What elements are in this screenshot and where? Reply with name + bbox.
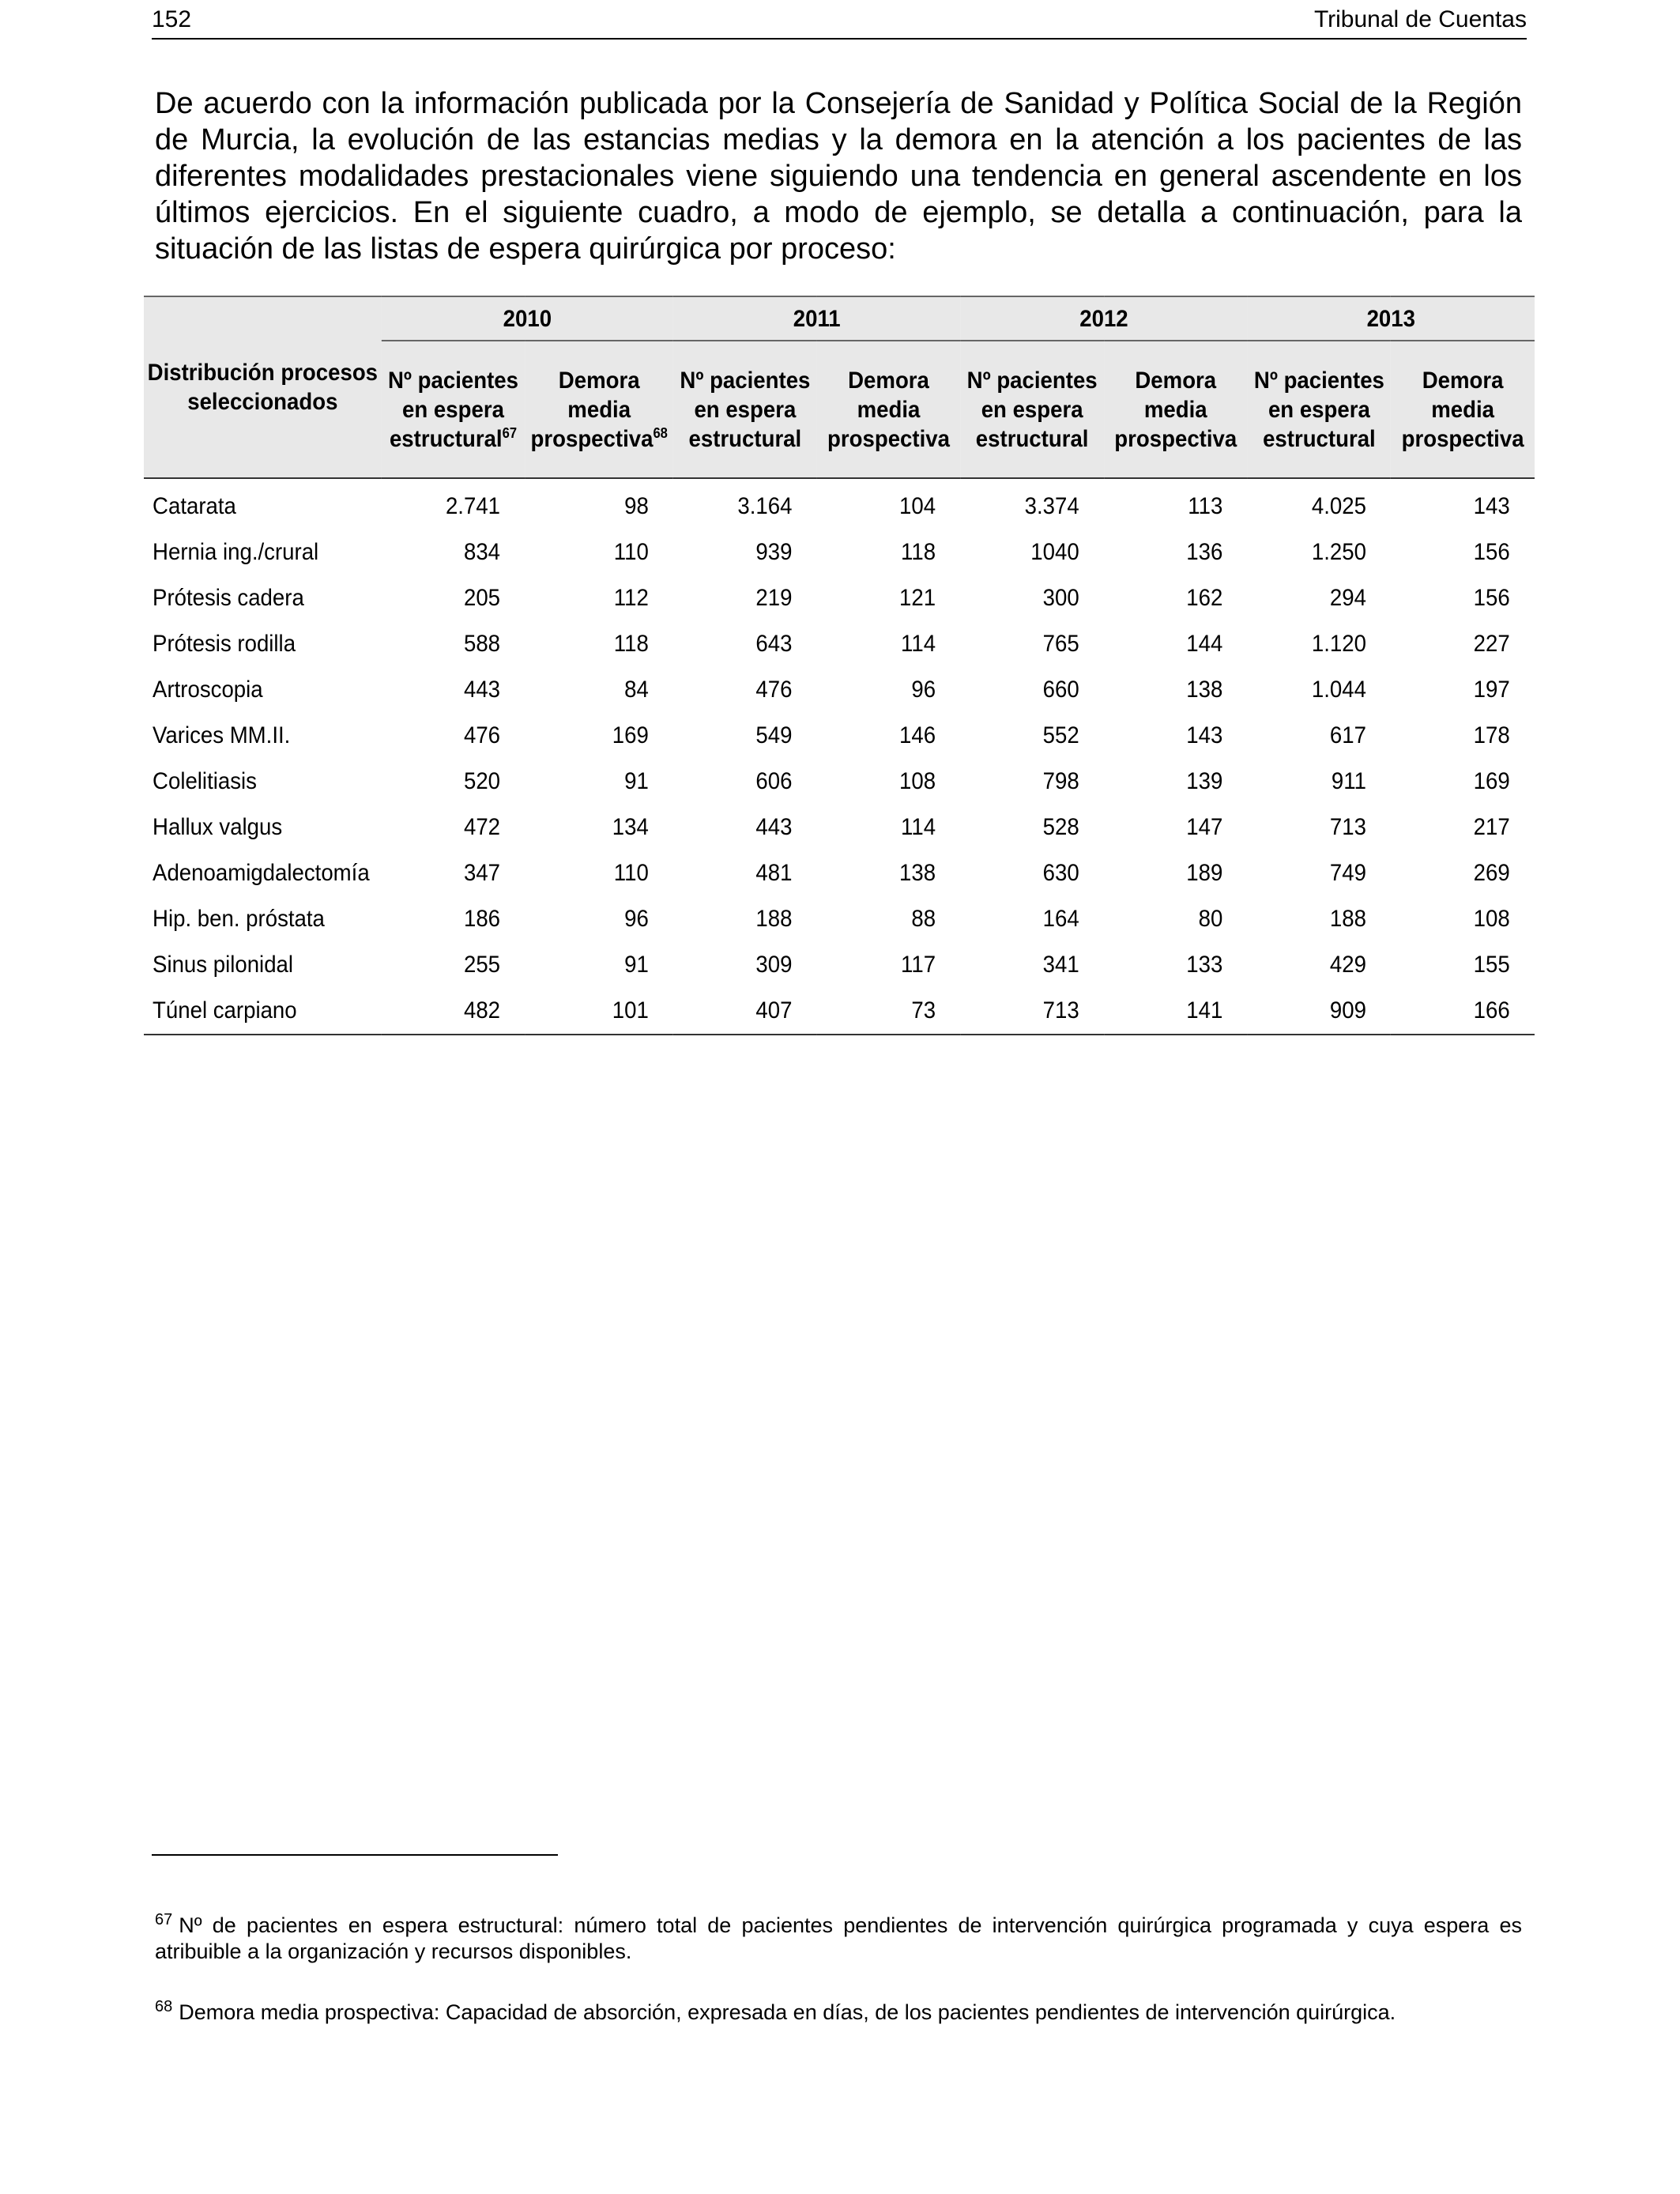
delay-cell: 138	[898, 860, 936, 886]
patients-cell: 630	[1042, 860, 1079, 886]
footnote	[155, 2000, 1522, 2026]
delay-cell: 189	[1186, 860, 1223, 886]
patients-cell: 164	[1042, 906, 1079, 932]
delay-cell: 169	[612, 722, 649, 748]
process-name: Sinus pilonidal	[153, 952, 294, 978]
patients-cell: 443	[463, 677, 501, 703]
footnote-ref: 67	[502, 424, 518, 441]
table-row	[144, 575, 1535, 621]
table-row	[144, 988, 1535, 1035]
delay-cell: 166	[1391, 988, 1535, 1035]
patients-cell: 660	[1042, 677, 1079, 703]
patients-cell: 347	[463, 860, 501, 886]
patients-cell: 309	[755, 952, 793, 978]
footnote-text: Nº de pacientes en espera estructural: número total de pacientes pendientes de intervención quirúrgica programada y cuya espera es atribuible a la organización y recursos disponibles.	[155, 1913, 1522, 1963]
patients-cell: 520	[463, 768, 501, 794]
delay-cell: 117	[901, 952, 936, 978]
patients-cell: 443	[755, 814, 793, 840]
footnote-text: Demora media prospectiva: Capacidad de absorción, expresada en días, de los pacientes pendientes de intervención quirúrgica.	[179, 2000, 1396, 2024]
patients-cell: 219	[755, 585, 793, 611]
delay-cell: 178	[1473, 722, 1510, 748]
delay-cell: 108	[1473, 906, 1510, 932]
patients-cell: 606	[755, 768, 793, 794]
patients-cell: 1.120	[1311, 631, 1366, 657]
patients-header-label: Nº pacientes en espera estructural	[387, 367, 519, 452]
patients-cell: 188	[1329, 906, 1366, 932]
process-name: Prótesis rodilla	[153, 631, 296, 657]
patients-cell: 713	[960, 988, 1104, 1035]
delay-cell: 114	[901, 631, 936, 657]
year-header: 2011	[673, 296, 960, 341]
delay-column-header	[525, 341, 673, 478]
delay-cell: 144	[1186, 631, 1223, 657]
delay-cell: 91	[624, 768, 649, 794]
delay-cell: 146	[898, 722, 936, 748]
footnote-separator	[152, 1854, 558, 1856]
process-name: Hernia ing./crural	[153, 539, 319, 565]
delay-cell: 98	[624, 493, 649, 519]
delay-cell: 101	[525, 988, 673, 1035]
patients-column-header: Nº pacientes en espera estructural	[960, 341, 1104, 478]
patients-cell: 186	[463, 906, 501, 932]
delay-cell: 96	[911, 677, 936, 703]
patients-cell: 341	[1042, 952, 1079, 978]
patients-cell: 765	[1042, 631, 1079, 657]
patients-cell: 188	[755, 906, 793, 932]
table-row	[144, 667, 1535, 713]
delay-cell: 80	[1198, 906, 1223, 932]
delay-cell: 139	[1186, 768, 1223, 794]
patients-cell: 911	[1331, 768, 1366, 794]
patients-column-header	[382, 341, 525, 478]
delay-cell: 156	[1473, 585, 1510, 611]
table-row	[144, 621, 1535, 667]
table-body	[144, 478, 1535, 1035]
delay-cell: 227	[1473, 631, 1510, 657]
delay-cell: 110	[613, 860, 649, 886]
process-name: Catarata	[153, 493, 236, 519]
patients-cell: 3.374	[1024, 493, 1079, 519]
delay-cell: 104	[898, 493, 936, 519]
delay-cell: 113	[1188, 493, 1223, 519]
patients-cell: 476	[463, 722, 501, 748]
intro-paragraph: De acuerdo con la información publicada por la Consejería de Sanidad y Política Social de la Región de Murcia, la evolución de las estancias medias y la demora en la atención a los pacientes de las diferentes modalidades prestacionales viene siguiendo una tendencia en general ascendente en los últimos ejercicios. En el siguiente cuadro, a modo de ejemplo, se detalla a continuación, para la situación de las listas de espera quirúrgica por proceso:	[155, 87, 1522, 266]
delay-header-label: Demora media prospectiva	[530, 367, 654, 452]
page-header	[152, 6, 1527, 40]
delay-cell: 143	[1186, 722, 1223, 748]
patients-cell: 528	[1042, 814, 1079, 840]
table-row	[144, 805, 1535, 850]
table-row	[144, 850, 1535, 896]
patients-cell: 909	[1248, 988, 1392, 1035]
patients-cell: 255	[463, 952, 501, 978]
page-number: 152	[152, 6, 192, 32]
table-row	[144, 530, 1535, 575]
patients-cell: 407	[673, 988, 817, 1035]
delay-column-header: Demora media prospectiva	[817, 341, 961, 478]
process-name: Hip. ben. próstata	[153, 906, 325, 932]
delay-cell: 143	[1473, 493, 1510, 519]
surgical-waiting-list-table	[144, 296, 1535, 1035]
patients-cell: 617	[1329, 722, 1366, 748]
footnote-number: 67	[155, 1911, 173, 1928]
delay-cell: 84	[624, 677, 649, 703]
patients-cell: 472	[463, 814, 501, 840]
patients-cell: 1040	[1030, 539, 1079, 565]
patients-column-header: Nº pacientes en espera estructural	[673, 341, 817, 478]
delay-cell: 118	[901, 539, 936, 565]
delay-cell: 133	[1186, 952, 1223, 978]
delay-cell: 162	[1186, 585, 1223, 611]
table-row	[144, 713, 1535, 759]
patients-cell: 3.164	[737, 493, 793, 519]
year-header: 2013	[1248, 296, 1535, 341]
process-name: Varices MM.II.	[153, 722, 291, 748]
table-row	[144, 759, 1535, 805]
delay-cell: 156	[1473, 539, 1510, 565]
patients-cell: 1.250	[1311, 539, 1366, 565]
patients-cell: 482	[382, 988, 525, 1035]
delay-cell: 217	[1473, 814, 1510, 840]
patients-cell: 300	[1042, 585, 1079, 611]
delay-cell: 155	[1473, 952, 1510, 978]
delay-column-header: Demora media prospectiva	[1391, 341, 1535, 478]
process-name: Colelitiasis	[153, 768, 257, 794]
row-header: Distribución procesos seleccionados	[144, 296, 382, 478]
year-header: 2010	[382, 296, 673, 341]
table-row	[144, 942, 1535, 988]
delay-cell: 73	[817, 988, 961, 1035]
delay-cell: 121	[898, 585, 936, 611]
delay-cell: 112	[613, 585, 649, 611]
patients-column-header: Nº pacientes en espera estructural	[1248, 341, 1392, 478]
delay-cell: 96	[624, 906, 649, 932]
patients-cell: 481	[755, 860, 793, 886]
table-row	[144, 896, 1535, 942]
delay-cell: 147	[1186, 814, 1223, 840]
process-name: Túnel carpiano	[144, 988, 382, 1035]
delay-cell: 91	[624, 952, 649, 978]
footnote-ref: 68	[653, 424, 668, 441]
patients-cell: 643	[755, 631, 793, 657]
patients-cell: 294	[1329, 585, 1366, 611]
process-name: Artroscopia	[153, 677, 263, 703]
delay-cell: 134	[612, 814, 649, 840]
patients-cell: 588	[463, 631, 501, 657]
patients-cell: 4.025	[1311, 493, 1366, 519]
patients-cell: 798	[1042, 768, 1079, 794]
footnote	[155, 1913, 1522, 1965]
patients-cell: 476	[755, 677, 793, 703]
patients-cell: 2.741	[445, 493, 501, 519]
patients-cell: 549	[755, 722, 793, 748]
delay-cell: 88	[911, 906, 936, 932]
patients-cell: 713	[1329, 814, 1366, 840]
process-name: Hallux valgus	[153, 814, 283, 840]
delay-cell: 114	[901, 814, 936, 840]
delay-cell: 141	[1104, 988, 1248, 1035]
table-row	[144, 478, 1535, 530]
patients-cell: 552	[1042, 722, 1079, 748]
delay-cell: 169	[1473, 768, 1510, 794]
patients-cell: 429	[1329, 952, 1366, 978]
delay-cell: 136	[1186, 539, 1223, 565]
patients-cell: 834	[463, 539, 501, 565]
document-source: Tribunal de Cuentas	[1313, 6, 1527, 32]
delay-cell: 138	[1186, 677, 1223, 703]
delay-cell: 269	[1473, 860, 1510, 886]
delay-cell: 118	[613, 631, 649, 657]
patients-cell: 1.044	[1311, 677, 1366, 703]
delay-cell: 108	[898, 768, 936, 794]
year-header: 2012	[960, 296, 1247, 341]
process-name: Prótesis cadera	[153, 585, 304, 611]
patients-cell: 749	[1329, 860, 1366, 886]
patients-cell: 939	[755, 539, 793, 565]
delay-cell: 110	[613, 539, 649, 565]
patients-cell: 205	[463, 585, 501, 611]
delay-cell: 197	[1473, 677, 1510, 703]
process-name: Adenoamigdalectomía	[153, 860, 370, 886]
footnote-number: 68	[155, 1998, 173, 2015]
delay-column-header: Demora media prospectiva	[1104, 341, 1248, 478]
